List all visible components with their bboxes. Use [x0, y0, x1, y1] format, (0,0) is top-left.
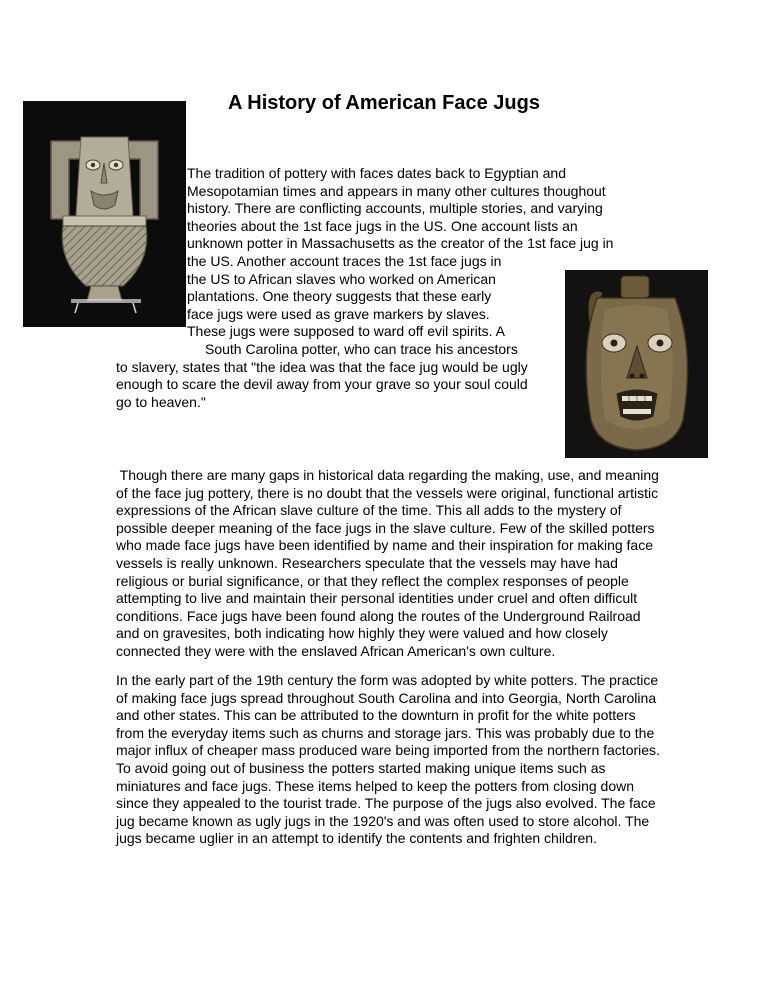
text-line: miniatures and face jugs. These items helped to keep the potters from closing down — [116, 777, 635, 794]
text-line: To avoid going out of business the potters started making unique items such as — [116, 759, 606, 776]
text-line: Though there are many gaps in historical data regarding the making, use, and meaning — [116, 467, 659, 483]
text-line: jugs became uglier in an attempt to identify the contents and frighten children. — [116, 830, 597, 847]
text-line: who made face jugs have been identified by name and their inspiration for making face — [116, 537, 653, 554]
text-line: possible deeper meaning of the face jugs in the slave culture. Few of the skilled potters — [116, 519, 655, 536]
text-line: Mesopotamian times and appears in many other cultures thoughout — [187, 182, 606, 199]
history-paragraph — [116, 467, 716, 661]
text-line: since they appealed to the tourist trade. The purpose of the jugs also evolved. The face — [116, 795, 656, 812]
text-line: vessels is really unknown. Researchers speculate that the vessels may have had — [116, 554, 618, 571]
text-line: connected they were with the enslaved African American's own culture. — [116, 642, 556, 659]
text-line: plantations. One theory suggests that these early — [187, 288, 492, 305]
text-line: expressions of the African slave culture of the time. This all adds to the mystery of — [116, 502, 622, 519]
intro-paragraph — [0, 165, 768, 410]
text-line: The tradition of pottery with faces dates back to Egyptian and — [187, 165, 566, 181]
text-line: religious or burial significance, or that they reflect the complex responses of people — [116, 572, 629, 589]
text-line: In the early part of the 19th century the form was adopted by white potters. The practice — [116, 672, 659, 688]
text-line: unknown potter in Massachusetts as the creator of the 1st face jug in — [187, 235, 614, 252]
text-line: the US to African slaves who worked on American — [187, 270, 496, 287]
text-line: enough to scare the devil away from your grave so your soul could — [116, 376, 528, 393]
page-title: A History of American Face Jugs — [228, 92, 540, 114]
text-line: theories about the 1st face jugs in the US. One account lists an — [187, 217, 578, 234]
text-line: to slavery, states that "the idea was that the face jug would be ugly — [116, 358, 528, 375]
text-line: history. There are conflicting accounts, multiple stories, and varying — [187, 200, 603, 217]
text-line: of the face jug pottery, there is no doubt that the vessels were original, functional artistic — [116, 484, 659, 501]
text-line: of making face jugs spread throughout South Carolina and into Georgia, North Carolina — [116, 689, 657, 706]
text-line: go to heaven." — [116, 393, 206, 410]
text-line: jug became known as ugly jugs in the 1920's and was often used to store alcohol. The — [116, 812, 650, 829]
text-line: South Carolina potter, who can trace his ancestors — [205, 341, 518, 357]
text-line: from the everyday items such as churns and storage jars. This was probably due to the — [116, 724, 655, 741]
text-line: conditions. Face jugs have been found along the routes of the Underground Railroad — [116, 607, 641, 624]
text-line: and other states. This can be attributed to the downturn in profit for the white potters — [116, 707, 636, 724]
text-line: major influx of cheaper mass produced ware being imported from the northern factories. — [116, 742, 660, 759]
text-line: These jugs were supposed to ward off evil spirits. A — [187, 323, 506, 340]
text-line: face jugs were used as grave markers by slaves. — [187, 305, 490, 322]
text-line: and on gravesites, both indicating how highly they were valued and how closely — [116, 625, 608, 642]
white-potters-paragraph — [116, 672, 716, 848]
text-line: attempting to live and maintain their personal identities under cruel and often difficult — [116, 590, 638, 607]
text-line: the US. Another account traces the 1st face jugs in — [187, 253, 502, 269]
